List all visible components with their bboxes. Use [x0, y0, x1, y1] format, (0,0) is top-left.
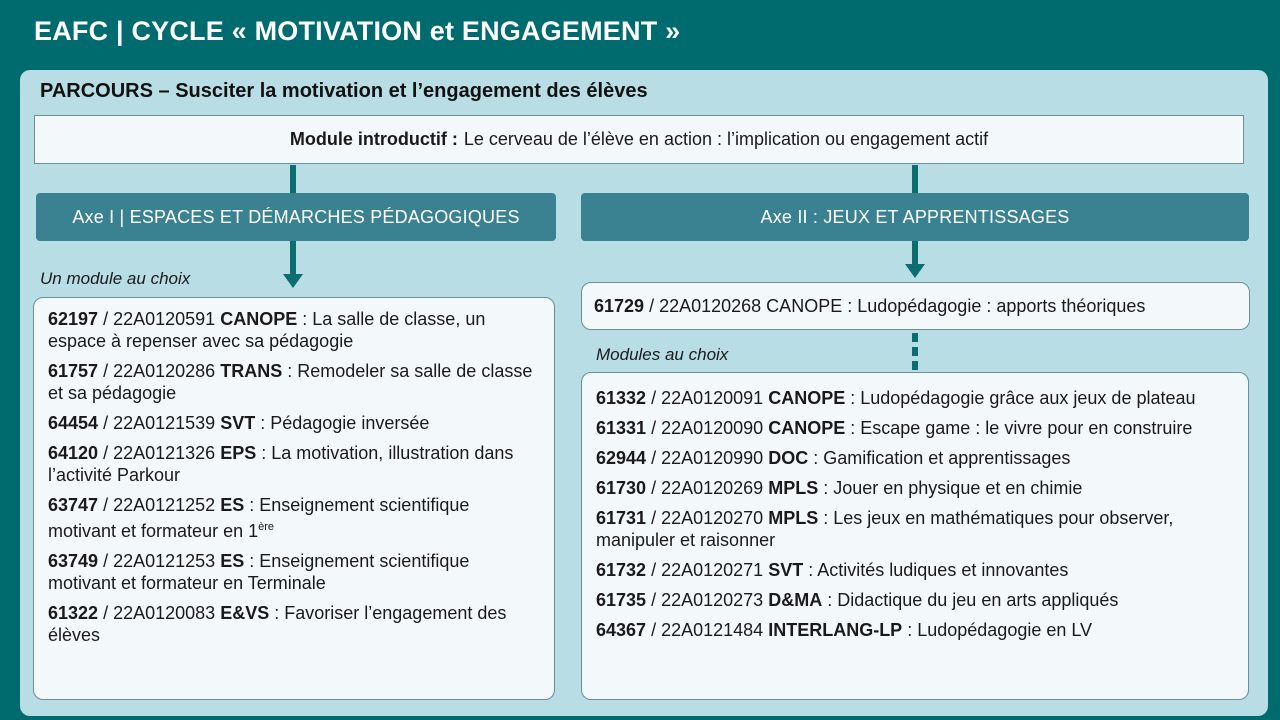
dashed-connector-2	[912, 347, 918, 356]
module-entry: 61735 / 22A0120273 D&MA : Didactique du jeu en arts appliqués	[596, 590, 1119, 610]
module-entry: 64454 / 22A0121539 SVT : Pédagogie inversée	[48, 413, 430, 433]
module-entry: 61322 / 22A0120083 E&VS : Favoriser l’engagement des élèves	[48, 603, 507, 645]
intro-text: Le cerveau de l’élève en action : l’implication ou engagement actif	[463, 129, 989, 149]
module-entry: 63747 / 22A0121252 ES : Enseignement scientifique motivant et formateur en 1ère	[48, 495, 470, 541]
axe2-caption: Modules au choix	[596, 345, 729, 364]
module-entry: 61332 / 22A0120091 CANOPE : Ludopédagogie grâce aux jeux de plateau	[596, 388, 1196, 408]
parcours-title: PARCOURS – Susciter la motivation et l’engagement des élèves	[40, 80, 648, 102]
dashed-connector-3	[912, 361, 918, 370]
arrow-axe1-shaft	[290, 241, 296, 275]
axe1-modules-box	[33, 297, 555, 700]
intro-label: Module introductif :	[289, 129, 458, 149]
module-entry: 62944 / 22A0120990 DOC : Gamification et apprentissages	[596, 448, 1071, 468]
module-entry: 61730 / 22A0120269 MPLS : Jouer en physique et en chimie	[596, 478, 1083, 498]
axe2-header: Axe II : JEUX ET APPRENTISSAGES	[581, 193, 1249, 241]
module-entry: 61731 / 22A0120270 MPLS : Les jeux en mathématiques pour observer, manipuler et raisonner	[596, 508, 1174, 550]
page-title: EAFC | CYCLE « MOTIVATION et ENGAGEMENT »	[34, 16, 681, 46]
dashed-connector-1	[912, 333, 918, 342]
module-entry: 61732 / 22A0120271 SVT : Activités ludiques et innovantes	[596, 560, 1069, 580]
module-entry: 62197 / 22A0120591 CANOPE : La salle de classe, un espace à repenser avec sa pédagogie	[48, 309, 486, 351]
axe1-caption: Un module au choix	[40, 269, 191, 288]
connector-intro-axe1	[290, 165, 296, 193]
arrow-axe1-head	[283, 274, 303, 288]
intro-module-box	[34, 115, 1244, 164]
axe1-header: Axe I | ESPACES ET DÉMARCHES PÉDAGOGIQUES	[36, 193, 556, 241]
module-entry: 63749 / 22A0121253 ES : Enseignement scientifique motivant et formateur en Terminale	[48, 551, 470, 593]
arrow-axe2-head	[905, 264, 925, 278]
module-entry: 64120 / 22A0121326 EPS : La motivation, illustration dans l’activité Parkour	[48, 443, 514, 485]
connector-intro-axe2	[912, 165, 918, 193]
arrow-axe2-shaft	[912, 241, 918, 265]
module-text: / 22A0120268 CANOPE : Ludopédagogie : apports théoriques	[649, 295, 1146, 316]
module-id: 61729	[594, 295, 645, 316]
module-entry: 61331 / 22A0120090 CANOPE : Escape game : le vivre pour en construire	[596, 418, 1193, 438]
module-entry: 64367 / 22A0121484 INTERLANG-LP : Ludopédagogie en LV	[596, 620, 1093, 640]
module-entry: 61757 / 22A0120286 TRANS : Remodeler sa salle de classe et sa pédagogie	[48, 361, 533, 403]
axe2-first-module-box	[581, 282, 1250, 330]
axe2-modules-box	[581, 372, 1249, 700]
